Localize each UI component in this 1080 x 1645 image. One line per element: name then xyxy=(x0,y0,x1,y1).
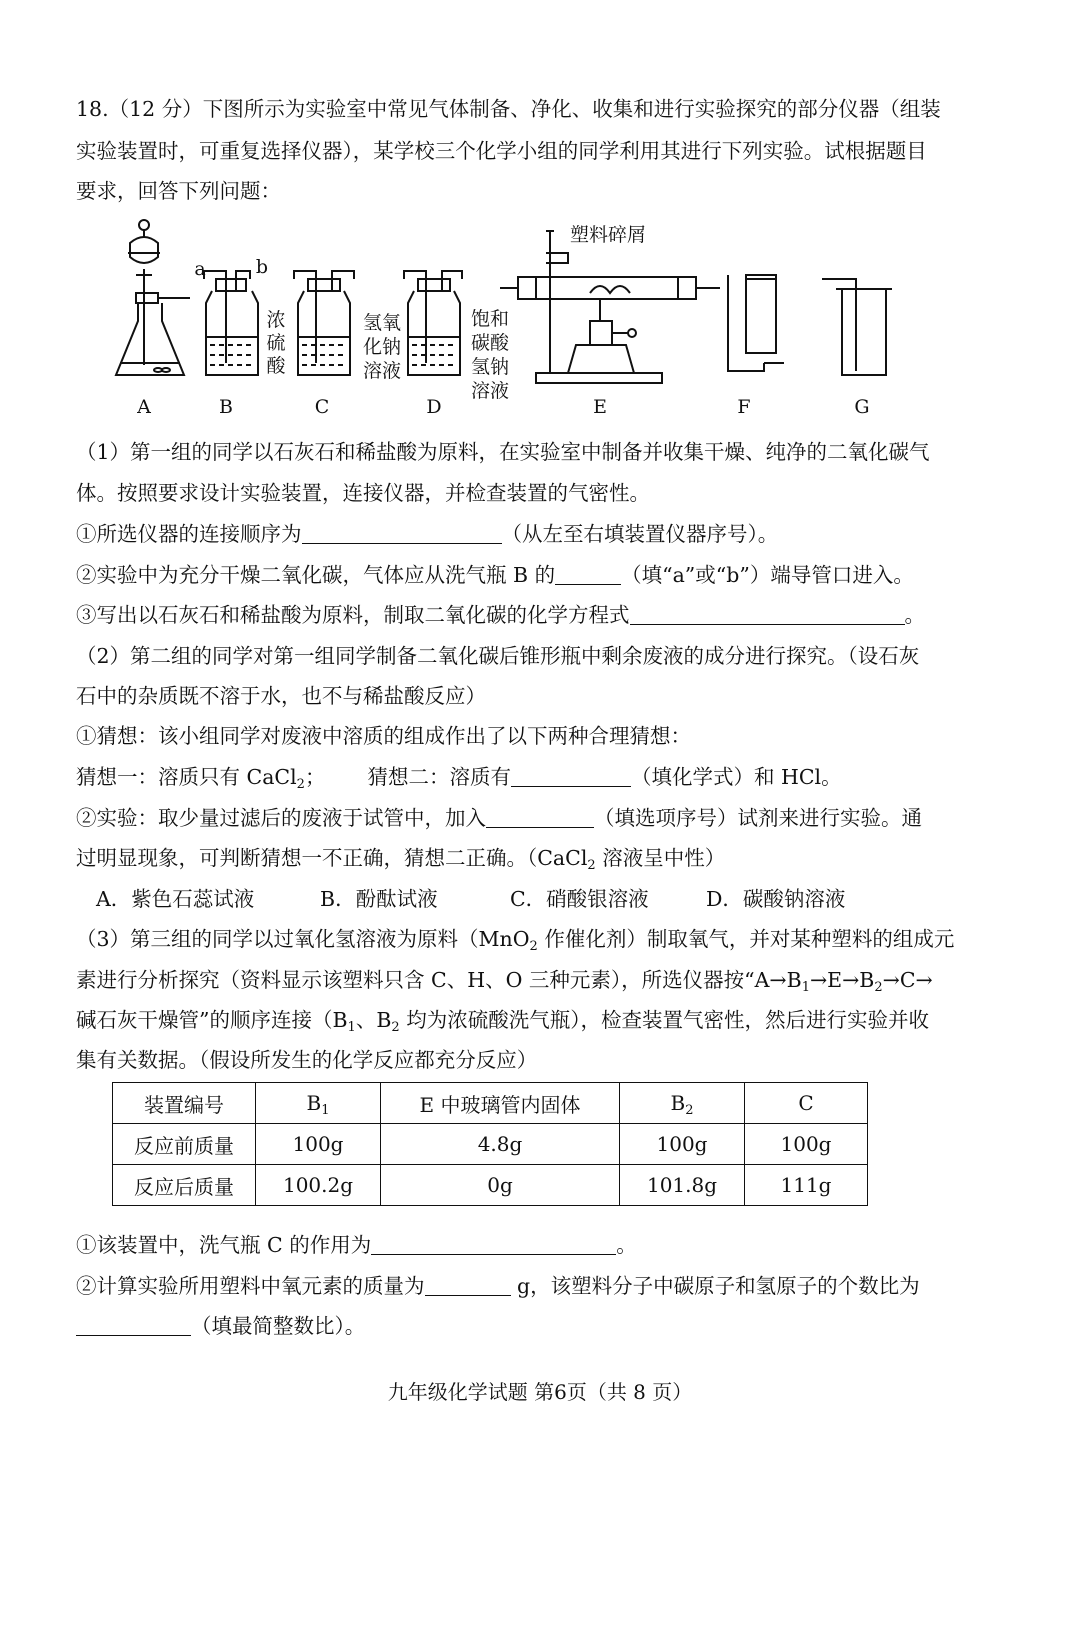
apparatus-c-letter: C xyxy=(314,396,330,418)
cell-c-after: 111g xyxy=(745,1165,868,1206)
c-reagent-line-1: 氢氧 xyxy=(362,312,402,334)
d-reagent-line-4: 溶液 xyxy=(470,380,510,402)
part2-experiment xyxy=(76,803,922,833)
answer-blank-formula[interactable] xyxy=(511,764,631,787)
guess2-suffix: （填化学式）和 HCl。 xyxy=(630,765,842,789)
part3-line2-sub2: 2 xyxy=(874,980,883,995)
mass-data-table xyxy=(112,1082,868,1206)
experiment-suffix: （填选项序号）试剂来进行实验。通 xyxy=(594,806,922,830)
option-b[interactable]: B．酚酞试液 xyxy=(320,887,438,911)
part3-q1-suffix: 。 xyxy=(616,1233,637,1257)
part3-line-3 xyxy=(76,1005,929,1035)
cell-c-before: 100g xyxy=(745,1124,868,1165)
experiment-line2-subscript: 2 xyxy=(587,858,596,873)
part3-q1-prefix: ①该装置中，洗气瓶 C 的作用为 xyxy=(76,1233,372,1257)
apparatus-b-drawing xyxy=(204,271,258,375)
d-reagent-line-2: 碳酸 xyxy=(470,332,510,354)
part2-guess-intro: ①猜想：该小组同学对废液中溶质的组成作出了以下两种合理猜想： xyxy=(76,724,691,748)
header-b1: $B_1$ xyxy=(256,1083,381,1124)
question-intro-line-1: 18.（12 分）下图所示为实验室中常见气体制备、净化、收集和进行实验探究的部分仪器（组装 xyxy=(76,97,941,121)
part2-experiment-line-2 xyxy=(76,843,725,873)
part1-q2-prefix: ②实验中为充分干燥二氧化碳，气体应从洗气瓶 B 的 xyxy=(76,563,556,587)
apparatus-e-drawing xyxy=(500,231,720,383)
apparatus-figure xyxy=(100,213,980,430)
part1-q1-suffix: （从左至右填装置仪器序号）。 xyxy=(501,522,779,546)
experiment-line2-suffix: 溶液呈中性） xyxy=(595,846,726,870)
d-reagent-line-3: 氢钠 xyxy=(470,356,510,378)
cell-e-before: 4.8g xyxy=(381,1124,620,1165)
table-row xyxy=(113,1165,868,1206)
question-intro-line-2: 实验装置时，可重复选择仪器），某学校三个化学小组的同学利用其进行下列实验。试根据题目 xyxy=(76,139,927,163)
part1-question-2 xyxy=(76,560,914,590)
answer-blank-equation[interactable] xyxy=(630,602,905,625)
header-device-number: 装置编号 xyxy=(113,1083,256,1124)
apparatus-a-drawing xyxy=(116,220,190,375)
e-label: 塑料碎屑 xyxy=(569,224,647,246)
part3-line1-prefix: （3）第三组的同学以过氧化氢溶液为原料（MnO xyxy=(76,927,530,951)
part1-q3-prefix: ③写出以石灰石和稀盐酸为原料，制取二氧化碳的化学方程式 xyxy=(76,603,630,627)
part3-line-2 xyxy=(76,965,933,995)
table-row xyxy=(113,1124,868,1165)
part3-q2-mid: g，该塑料分子中碳原子和氢原子的个数比为 xyxy=(510,1274,920,1298)
part3-line2-suffix: →C→ xyxy=(882,968,933,992)
part2-line-1: （2）第二组的同学对第一组同学制备二氧化碳后锥形瓶中剩余废液的成分进行探究。（设石灰 xyxy=(76,644,920,668)
experiment-prefix: ②实验：取少量过滤后的废液于试管中，加入 xyxy=(76,806,486,830)
part1-line-2: 体。按照要求设计实验装置，连接仪器，并检查装置的气密性。 xyxy=(76,481,650,505)
part3-line-1 xyxy=(76,924,954,954)
answer-blank-reagent[interactable] xyxy=(486,805,594,828)
answer-blank-atom-ratio[interactable] xyxy=(76,1313,191,1336)
answer-blank-port[interactable] xyxy=(555,562,621,585)
header-c: C xyxy=(745,1083,868,1124)
row-label-before: 反应前质量 xyxy=(113,1124,256,1165)
apparatus-c-drawing xyxy=(294,271,354,375)
option-c[interactable]: C．硝酸银溶液 xyxy=(510,887,649,911)
answer-blank-bottle-c-purpose[interactable] xyxy=(371,1232,616,1255)
guess2-prefix: 猜想二：溶质有 xyxy=(367,765,511,789)
part2-guesses xyxy=(76,762,842,792)
guess1-subscript: 2 xyxy=(296,777,305,792)
part3-question-2 xyxy=(76,1271,920,1301)
header-e-solid: E 中玻璃管内固体 xyxy=(381,1083,620,1124)
cell-b1-after: 100.2g xyxy=(256,1165,381,1206)
part3-question-1 xyxy=(76,1230,637,1260)
answer-blank-order[interactable] xyxy=(302,521,502,544)
d-reagent-line-1: 饱和 xyxy=(470,308,510,330)
apparatus-f-drawing xyxy=(728,275,784,371)
part3-line-4: 集有关数据。（假设所发生的化学反应都充分反应） xyxy=(76,1048,538,1072)
part3-line2-mid: →E→B xyxy=(809,968,875,992)
c-reagent-line-3: 溶液 xyxy=(362,360,402,382)
header-b2: $B_2$ xyxy=(620,1083,745,1124)
apparatus-d-drawing xyxy=(404,271,462,375)
question-intro-line-3: 要求，回答下列问题： xyxy=(76,179,281,203)
part2-line-2: 石中的杂质既不溶于水，也不与稀盐酸反应） xyxy=(76,684,486,708)
apparatus-g-letter: G xyxy=(854,396,870,418)
apparatus-f-letter: F xyxy=(737,396,751,418)
page-footer: 九年级化学试题 第6页（共 8 页） xyxy=(387,1380,693,1404)
row-label-after: 反应后质量 xyxy=(113,1165,256,1206)
option-d[interactable]: D．碳酸钠溶液 xyxy=(706,887,846,911)
part3-q2-prefix: ②计算实验所用塑料中氧元素的质量为 xyxy=(76,1274,425,1298)
apparatus-b-letter: B xyxy=(219,396,233,418)
port-a-label: a xyxy=(194,258,206,280)
cell-e-after: 0g xyxy=(381,1165,620,1206)
c-reagent-line-2: 化钠 xyxy=(362,336,402,358)
guess1-prefix: 猜想一：溶质只有 CaCl xyxy=(76,765,297,789)
apparatus-d-letter: D xyxy=(426,396,442,418)
part2-options xyxy=(96,884,845,914)
part1-q3-suffix: 。 xyxy=(904,603,925,627)
answer-blank-oxygen-mass[interactable] xyxy=(425,1273,511,1296)
part3-line1-suffix: 作催化剂）制取氧气，并对某种塑料的组成元 xyxy=(537,927,955,951)
part3-question-2-line-2 xyxy=(76,1311,365,1341)
option-a[interactable]: A．紫色石蕊试液 xyxy=(96,887,255,911)
part3-q2-suffix: （填最简整数比）。 xyxy=(191,1314,366,1338)
table-header-row xyxy=(113,1083,868,1124)
cell-b2-before: 100g xyxy=(620,1124,745,1165)
part3-line2-prefix: 素进行分析探究（资料显示该塑料只含 C、H、O 三种元素），所选仪器按“A→B xyxy=(76,968,802,992)
apparatus-g-drawing xyxy=(822,279,892,375)
b-reagent-line-1: 浓 xyxy=(266,309,286,331)
b-reagent-line-3: 酸 xyxy=(266,355,286,377)
cell-b2-after: 101.8g xyxy=(620,1165,745,1206)
part3-line1-subscript: 2 xyxy=(529,939,538,954)
apparatus-a-letter: A xyxy=(137,396,151,418)
part3-line3-mid: 、B xyxy=(355,1008,392,1032)
part3-line3-suffix: 均为浓硫酸洗气瓶），检查装置气密性，然后进行实验并收 xyxy=(399,1008,929,1032)
part1-line-1: （1）第一组的同学以石灰石和稀盐酸为原料，在实验室中制备并收集干燥、纯净的二氧化碳气 xyxy=(76,440,930,464)
apparatus-e-letter: E xyxy=(593,396,607,418)
cell-b1-before: 100g xyxy=(256,1124,381,1165)
guess1-suffix: ； xyxy=(304,765,326,789)
part3-line3-sub2: 2 xyxy=(391,1020,400,1035)
b-reagent-line-2: 硫 xyxy=(266,332,286,354)
part3-line3-prefix: 碱石灰干燥管”的顺序连接（B xyxy=(76,1008,348,1032)
part1-question-3 xyxy=(76,600,925,630)
part1-q2-suffix: （填“a”或“b”）端导管口进入。 xyxy=(621,563,914,587)
port-b-label: b xyxy=(255,256,269,278)
experiment-line2-prefix: 过明显现象，可判断猜想一不正确，猜想二正确。（CaCl xyxy=(76,846,588,870)
part1-q1-prefix: ①所选仪器的连接顺序为 xyxy=(76,522,302,546)
part3-line3-sub1: 1 xyxy=(347,1020,356,1035)
part3-line2-sub1: 1 xyxy=(801,980,810,995)
part1-question-1 xyxy=(76,519,778,549)
